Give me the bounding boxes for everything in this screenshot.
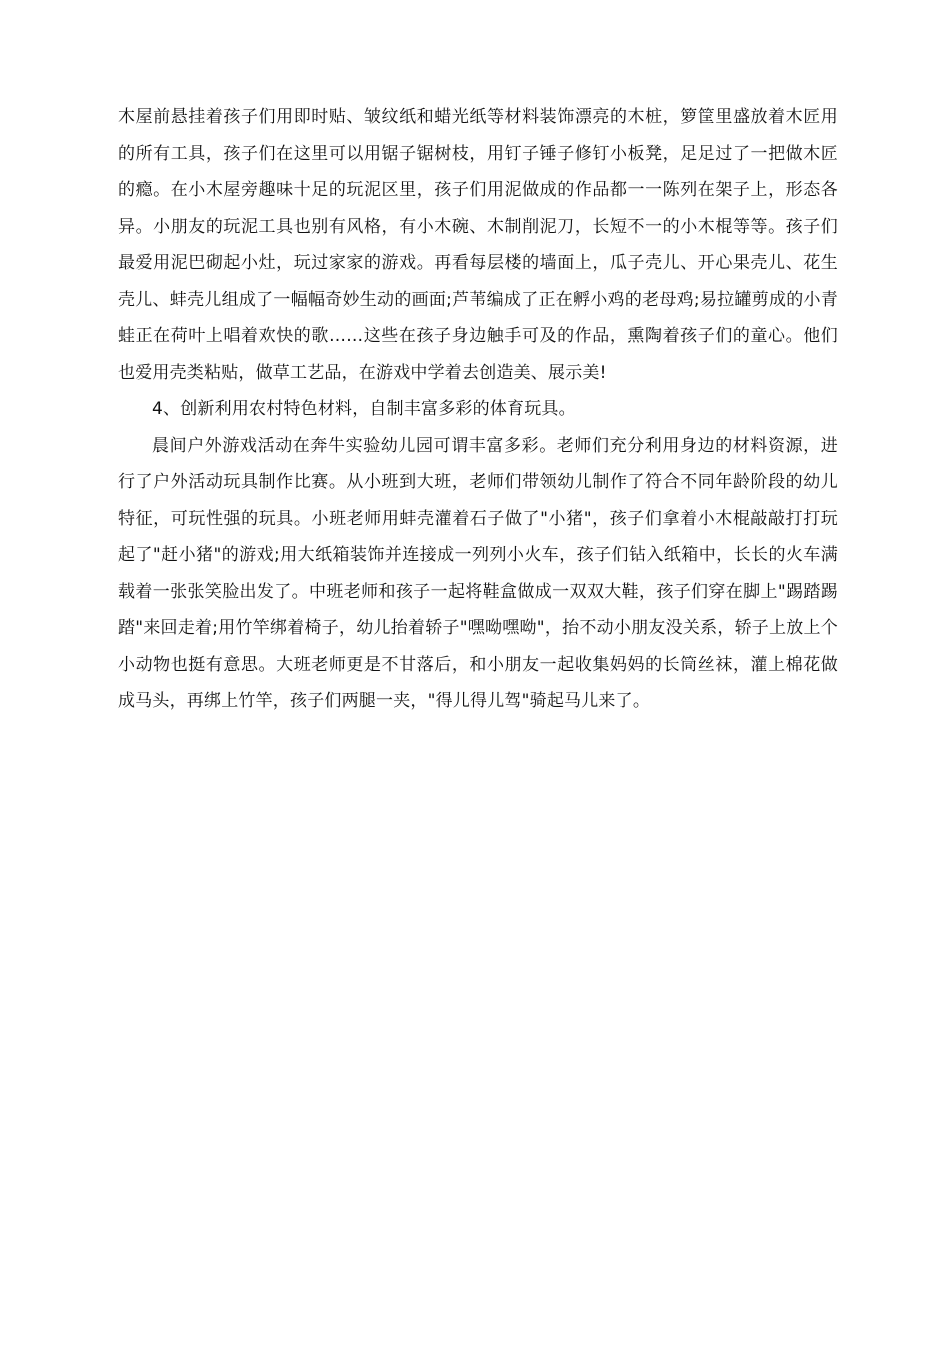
paragraph-outdoor-games: 晨间户外游戏活动在奔牛实验幼儿园可谓丰富多彩。老师们充分利用身边的材料资源，进行了户外活动玩具制作比赛。从小班到大班，老师们带领幼儿制作了符合不同年龄阶段的幼儿特征，可玩性强的玩具。小班老师用蚌壳灌着石子做了"小猪"，孩子们拿着小木棍敲敲打打玩起了"赶小猪"的游戏;用大纸箱装饰并连接成一列列小火车，孩子们钻入纸箱中，长长的火车满载着一张张笑脸出发了。中班老师和孩子一起将鞋盒做成一双双大鞋，孩子们穿在脚上"踢踏踢踏"来回走着;用竹竿绑着椅子，幼儿抬着轿子"嘿呦嘿呦"，抬不动小朋友没关系，轿子上放上个小动物也挺有意思。大班老师更是不甘落后，和小朋友一起收集妈妈的长筒丝袜，灌上棉花做成马头，再绑上竹竿，孩子们两腿一夹，"得儿得儿驾"骑起马儿来了。 bbox=[118, 435, 838, 711]
paragraph-woodwork-and-clay: 木屋前悬挂着孩子们用即时贴、皱纹纸和蜡光纸等材料装饰漂亮的木桩，箩筐里盛放着木匠用的所有工具，孩子们在这里可以用锯子锯树枝，用钉子锤子修钉小板凳，足足过了一把做木匠的瘾。在小木屋旁趣味十足的玩泥区里，孩子们用泥做成的作品都一一陈列在架子上，形态各异。小朋友的玩泥工具也别有风格，有小木碗、木制削泥刀，长短不一的小木棍等等。孩子们最爱用泥巴砌起小灶，玩过家家的游戏。再看每层楼的墙面上，瓜子壳儿、开心果壳儿、花生壳儿、蚌壳儿组成了一幅幅奇妙生动的画面;芦苇编成了正在孵小鸡的老母鸡;易拉罐剪成的小青蛙正在荷叶上唱着欢快的歌……这些在孩子身边触手可及的作品，熏陶着孩子们的童心。他们也爱用壳类粘贴，做草工艺品，在游戏中学着去创造美、展示美! bbox=[118, 107, 838, 383]
document-body bbox=[118, 99, 838, 720]
paragraph-heading-sports-toys: 4、创新利用农村特色材料，自制丰富多彩的体育玩具。 bbox=[152, 399, 576, 419]
